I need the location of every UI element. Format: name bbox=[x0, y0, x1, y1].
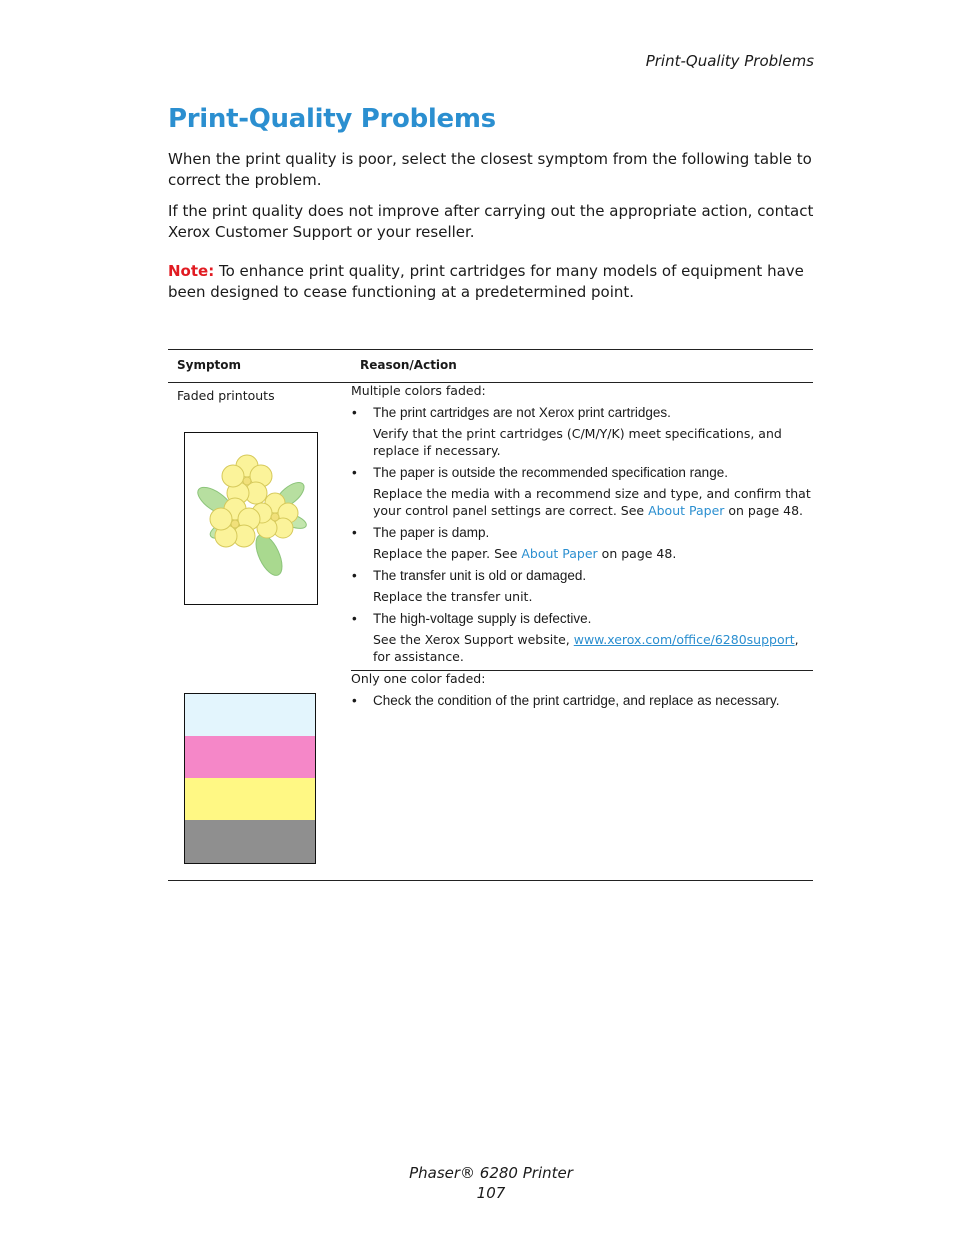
running-header: Print-Quality Problems bbox=[645, 52, 814, 70]
intro-paragraph-1: When the print quality is poor, select the closest symptom from the following table to correct the problem. bbox=[168, 150, 812, 189]
table-header-row bbox=[168, 350, 813, 383]
note-text: To enhance print quality, print cartridges for many models of equipment have been designed to cease functioning at a predetermined point. bbox=[168, 262, 804, 301]
reason-column-header: Reason/Action bbox=[351, 350, 813, 383]
action-text: Verify that the print cartridges (C/M/Y/K) meet specifications, and replace if necessary. bbox=[373, 426, 782, 458]
cause-text: • The print cartridges are not Xerox print cartridges. bbox=[351, 404, 813, 421]
action-text: Replace the transfer unit. bbox=[373, 589, 533, 604]
page-footer bbox=[0, 1163, 954, 1203]
faded-flower-sample-image bbox=[184, 432, 318, 605]
magenta-band bbox=[185, 736, 315, 778]
reason-cell bbox=[351, 671, 813, 881]
symptom-cell bbox=[168, 383, 351, 671]
table-row bbox=[168, 671, 813, 881]
reason-title: Only one color faded: bbox=[351, 671, 486, 686]
list-item bbox=[351, 567, 813, 605]
action-list bbox=[351, 692, 813, 709]
note-paragraph bbox=[168, 261, 818, 303]
cause-text: • The paper is outside the recommended specification range. bbox=[351, 464, 813, 481]
cyan-band bbox=[185, 694, 315, 736]
symptom-cell bbox=[168, 671, 351, 881]
table-row bbox=[168, 383, 813, 671]
action-text: Replace the media with a recommend size and type, and confirm that your control panel settings are correct. See About Paper on page 48. bbox=[373, 486, 811, 518]
reason-cell bbox=[351, 383, 813, 671]
footer-product-name: Phaser® 6280 Printer bbox=[409, 1164, 573, 1182]
list-item bbox=[351, 404, 813, 459]
action-list bbox=[351, 404, 813, 665]
intro-paragraph-2: If the print quality does not improve after carrying out the appropriate action, contact Xerox Customer Support or your reseller. bbox=[168, 202, 814, 241]
about-paper-link[interactable]: About Paper bbox=[521, 546, 598, 561]
symptom-label: Faded printouts bbox=[177, 388, 275, 403]
single-color-faded-sample-image bbox=[184, 693, 316, 864]
note-label: Note: bbox=[168, 262, 215, 280]
list-item bbox=[351, 464, 813, 519]
black-band bbox=[185, 820, 315, 862]
cause-text: • The transfer unit is old or damaged. bbox=[351, 567, 813, 584]
cause-text: • The high-voltage supply is defective. bbox=[351, 610, 813, 627]
cause-text: • Check the condition of the print cartridge, and replace as necessary. bbox=[351, 692, 813, 709]
cause-text: • The paper is damp. bbox=[351, 524, 813, 541]
action-text: Replace the paper. See About Paper on page 48. bbox=[373, 546, 677, 561]
list-item bbox=[351, 610, 813, 665]
list-item bbox=[351, 692, 813, 709]
action-text: See the Xerox Support website, www.xerox.com/office/6280support, for assistance. bbox=[373, 632, 799, 664]
yellow-band bbox=[185, 778, 315, 820]
page-number: 107 bbox=[476, 1184, 506, 1202]
list-item bbox=[351, 524, 813, 562]
about-paper-link[interactable]: About Paper bbox=[648, 503, 725, 518]
symptom-column-header: Symptom bbox=[168, 350, 351, 383]
page-title: Print-Quality Problems bbox=[168, 104, 496, 134]
xerox-support-link[interactable]: www.xerox.com/office/6280support bbox=[573, 632, 795, 647]
print-quality-table bbox=[168, 349, 813, 881]
reason-title: Multiple colors faded: bbox=[351, 383, 486, 398]
